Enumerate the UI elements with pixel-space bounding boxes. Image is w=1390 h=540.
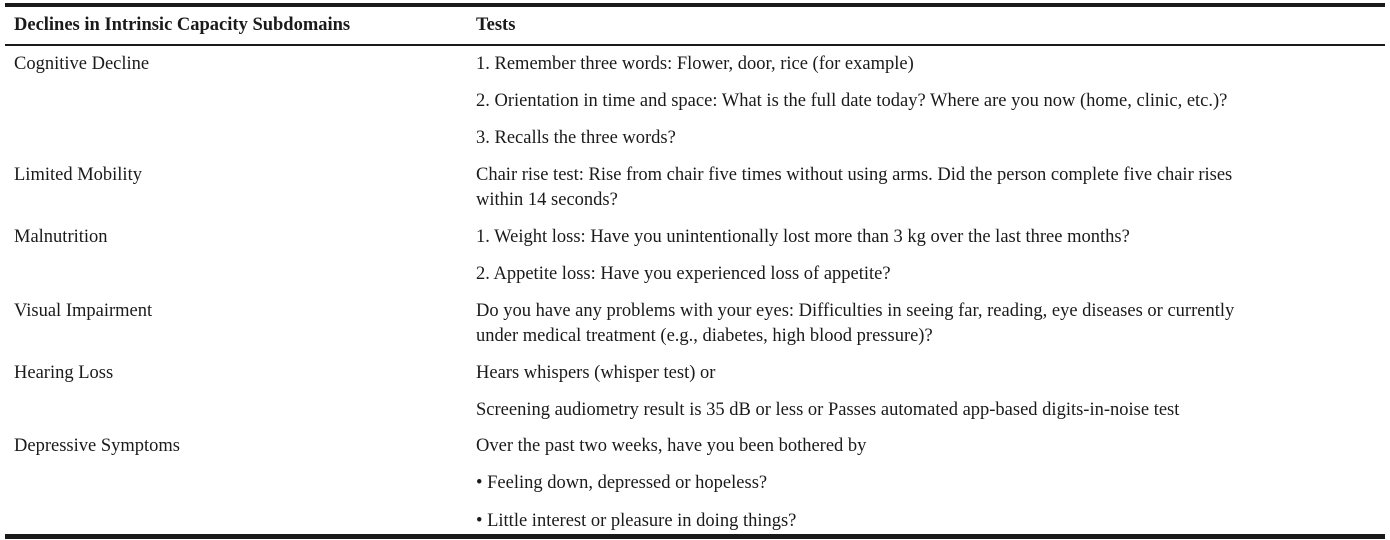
row-malnutrition-test-2: 2. Appetite loss: Have you experienced loss of appetite? — [476, 264, 891, 284]
row-mobility-subdomain: Limited Mobility — [14, 165, 142, 185]
row-depressive-subdomain: Depressive Symptoms — [14, 436, 180, 456]
table-bottom-rule — [5, 534, 1385, 539]
row-visual-subdomain: Visual Impairment — [14, 301, 153, 321]
row-visual-test-2: under medical treatment (e.g., diabetes, high blood pressure)? — [476, 326, 933, 346]
table-header-row — [5, 7, 1385, 44]
row-malnutrition-test-1: 1. Weight loss: Have you unintentionally lost more than 3 kg over the last three months? — [476, 227, 1130, 247]
table-body — [5, 46, 1385, 532]
row-mobility-test-2: within 14 seconds? — [476, 190, 618, 210]
row-visual-test-1: Do you have any problems with your eyes: Difficulties in seeing far, reading, eye diseases or currently — [476, 301, 1235, 321]
row-hearing-subdomain: Hearing Loss — [14, 363, 114, 383]
row-hearing-test-2: Screening audiometry result is 35 dB or less or Passes automated app-based digits-in-noise test — [476, 400, 1180, 420]
row-depressive-test-2: • Feeling down, depressed or hopeless? — [476, 473, 768, 493]
row-hearing-test-1: Hears whispers (whisper test) or — [476, 363, 716, 383]
row-cognitive-subdomain: Cognitive Decline — [14, 54, 150, 74]
row-malnutrition-subdomain: Malnutrition — [14, 227, 108, 247]
row-mobility-test-1: Chair rise test: Rise from chair five times without using arms. Did the person complete five chair rises — [476, 165, 1233, 185]
row-cognitive-test-1: 1. Remember three words: Flower, door, rice (for example) — [476, 54, 914, 74]
header-subdomain: Declines in Intrinsic Capacity Subdomains — [14, 15, 351, 35]
row-cognitive-test-3: 3. Recalls the three words? — [476, 128, 676, 148]
header-tests: Tests — [476, 15, 516, 35]
capacity-tests-table — [5, 3, 1385, 539]
row-cognitive-test-2: 2. Orientation in time and space: What is the full date today? Where are you now (home, clinic, etc.)? — [476, 91, 1228, 111]
row-depressive-test-3: • Little interest or pleasure in doing things? — [476, 511, 797, 531]
row-depressive-test-1: Over the past two weeks, have you been bothered by — [476, 436, 867, 456]
